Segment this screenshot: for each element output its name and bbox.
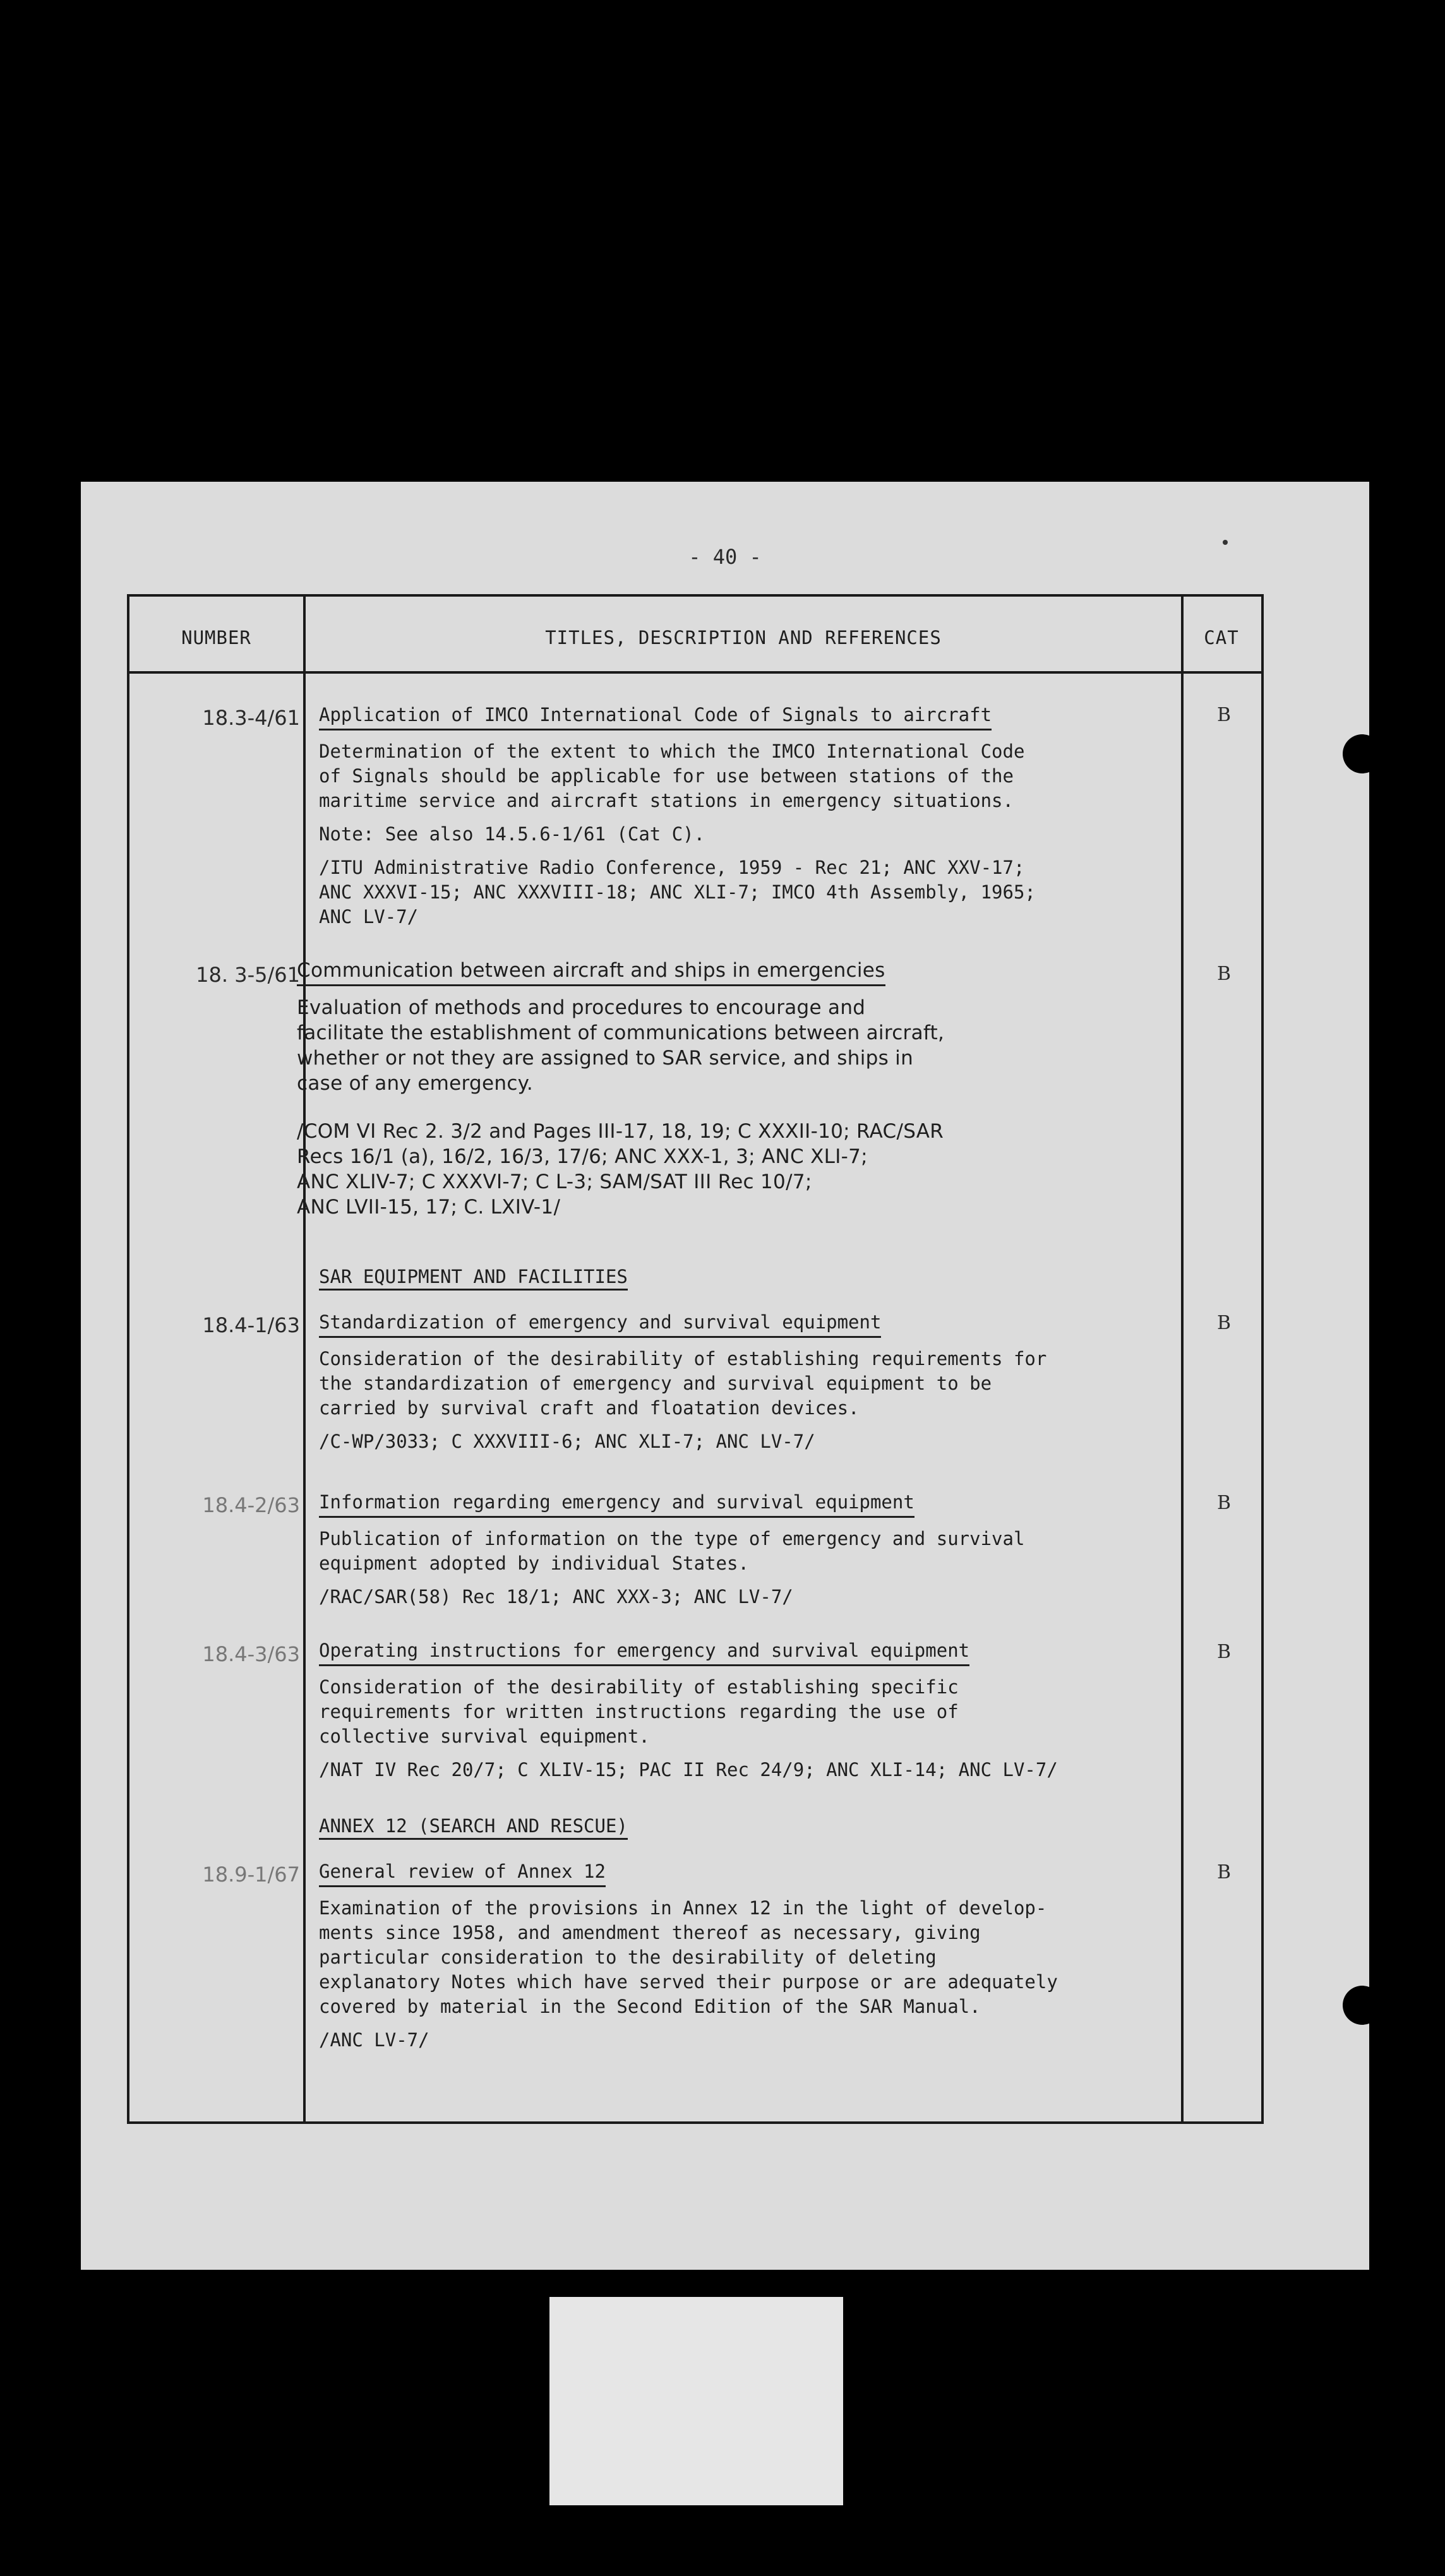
- entry-number: 18. 3-5/61: [196, 963, 300, 987]
- header-rule: [129, 671, 1261, 674]
- entry-description: Examination of the provisions in Annex 12 in the light of develop- ments since 1958, and amendment thereof as necessary, giving particular consideration to the desirability of deleting explanatory Notes which have served their purpose or are adequately covered by material in the Second Edition of the SAR Manual.: [319, 1897, 1058, 2017]
- entry-number: 18.3-4/61: [202, 706, 300, 730]
- page-number: - 40 -: [688, 545, 762, 569]
- entry-item: [297, 958, 1168, 1229]
- entry-references: /C-WP/3033; C XXXVIII-6; ANC XLI-7; ANC LV-7/: [319, 1431, 815, 1452]
- entry-title: General review of Annex 12: [319, 1859, 606, 1887]
- entry-category: B: [1216, 1861, 1232, 1883]
- document-page: [81, 482, 1369, 2270]
- entry-number: 18.4-1/63: [202, 1313, 300, 1337]
- entry-references: /ITU Administrative Radio Conference, 1959 - Rec 21; ANC XXV-17; ANC XXXVI-15; ANC XXXVIII-18; ANC XLI-7; IMCO 4th Assembly, 1965; ANC LV-7/: [319, 857, 1036, 927]
- entry-description: Publication of information on the type of emergency and survival equipment adopted by individual States.: [319, 1528, 1025, 1574]
- entry-category: B: [1216, 704, 1232, 726]
- column-header-titles: TITLES, DESCRIPTION AND REFERENCES: [545, 627, 942, 648]
- entry-number: 18.4-2/63: [202, 1493, 300, 1517]
- entry-description: Evaluation of methods and procedures to encourage and facilitate the establishment of communications between aircraft, whether or not they are assigned to SAR service, and ships in case of any emergency.: [297, 996, 945, 1095]
- entry-category: B: [1216, 1641, 1232, 1663]
- entry-item: [319, 1310, 1178, 1463]
- entry-category: B: [1216, 1312, 1232, 1334]
- entry-references: /COM VI Rec 2. 3/2 and Pages III-17, 18, 19; C XXXII-10; RAC/SAR Recs 16/1 (a), 16/2, 16/3, 17/6; ANC XXX-1, 3; ANC XLI-7; ANC XLIV-7; C XXXVI-7; C L-3; SAM/SAT III Rec 10/7; ANC LVII-15, 17; C. LXIV-1/: [297, 1120, 944, 1219]
- entry-note: Note: See also 14.5.6-1/61 (Cat C).: [319, 823, 705, 845]
- entry-references: /ANC LV-7/: [319, 2029, 429, 2051]
- column-header-number: NUMBER: [181, 627, 251, 648]
- entry-number: 18.4-3/63: [202, 1642, 300, 1666]
- column-header-cat: CAT: [1204, 627, 1239, 648]
- entry-references: /RAC/SAR(58) Rec 18/1; ANC XXX-3; ANC LV-7/: [319, 1586, 793, 1607]
- entry-item: [319, 1490, 1178, 1618]
- register-table: [127, 594, 1264, 2124]
- entry-references: /NAT IV Rec 20/7; C XLIV-15; PAC II Rec 24/9; ANC XLI-14; ANC LV-7/: [319, 1759, 1058, 1780]
- entry-title: Operating instructions for emergency and survival equipment: [319, 1638, 969, 1666]
- paper-slip: [549, 2297, 843, 2505]
- column-divider-cat: [1181, 597, 1184, 2121]
- entry-description: Consideration of the desirability of establishing requirements for the standardization of emergency and survival equipment to be carried by survival craft and floatation devices.: [319, 1348, 1047, 1419]
- speck-mark: [1223, 540, 1228, 545]
- entry-description: Determination of the extent to which the IMCO International Code of Signals should be applicable for use between stations of the maritime service and aircraft stations in emergency situations.: [319, 741, 1025, 811]
- entry-item: [319, 1638, 1178, 1791]
- entry-title: Communication between aircraft and ships in emergencies: [297, 958, 885, 986]
- entry-number: 18.9-1/67: [202, 1863, 300, 1887]
- column-divider-number: [303, 597, 306, 2121]
- punch-hole-bottom: [1343, 1986, 1382, 2025]
- entry-description: Consideration of the desirability of establishing specific requirements for written instructions regarding the use of collective survival equipment.: [319, 1676, 959, 1747]
- entry-item: [319, 1859, 1178, 2061]
- entry-title: Application of IMCO International Code of Signals to aircraft: [319, 703, 992, 730]
- entry-category: B: [1216, 1492, 1232, 1514]
- entry-title: Information regarding emergency and survival equipment: [319, 1490, 914, 1518]
- section-heading: SAR EQUIPMENT AND FACILITIES: [319, 1266, 628, 1291]
- entry-title: Standardization of emergency and survival equipment: [319, 1310, 881, 1338]
- entry-category: B: [1216, 963, 1232, 985]
- entry-item: [319, 703, 1178, 938]
- punch-hole-top: [1343, 734, 1382, 773]
- section-heading: ANNEX 12 (SEARCH AND RESCUE): [319, 1815, 628, 1840]
